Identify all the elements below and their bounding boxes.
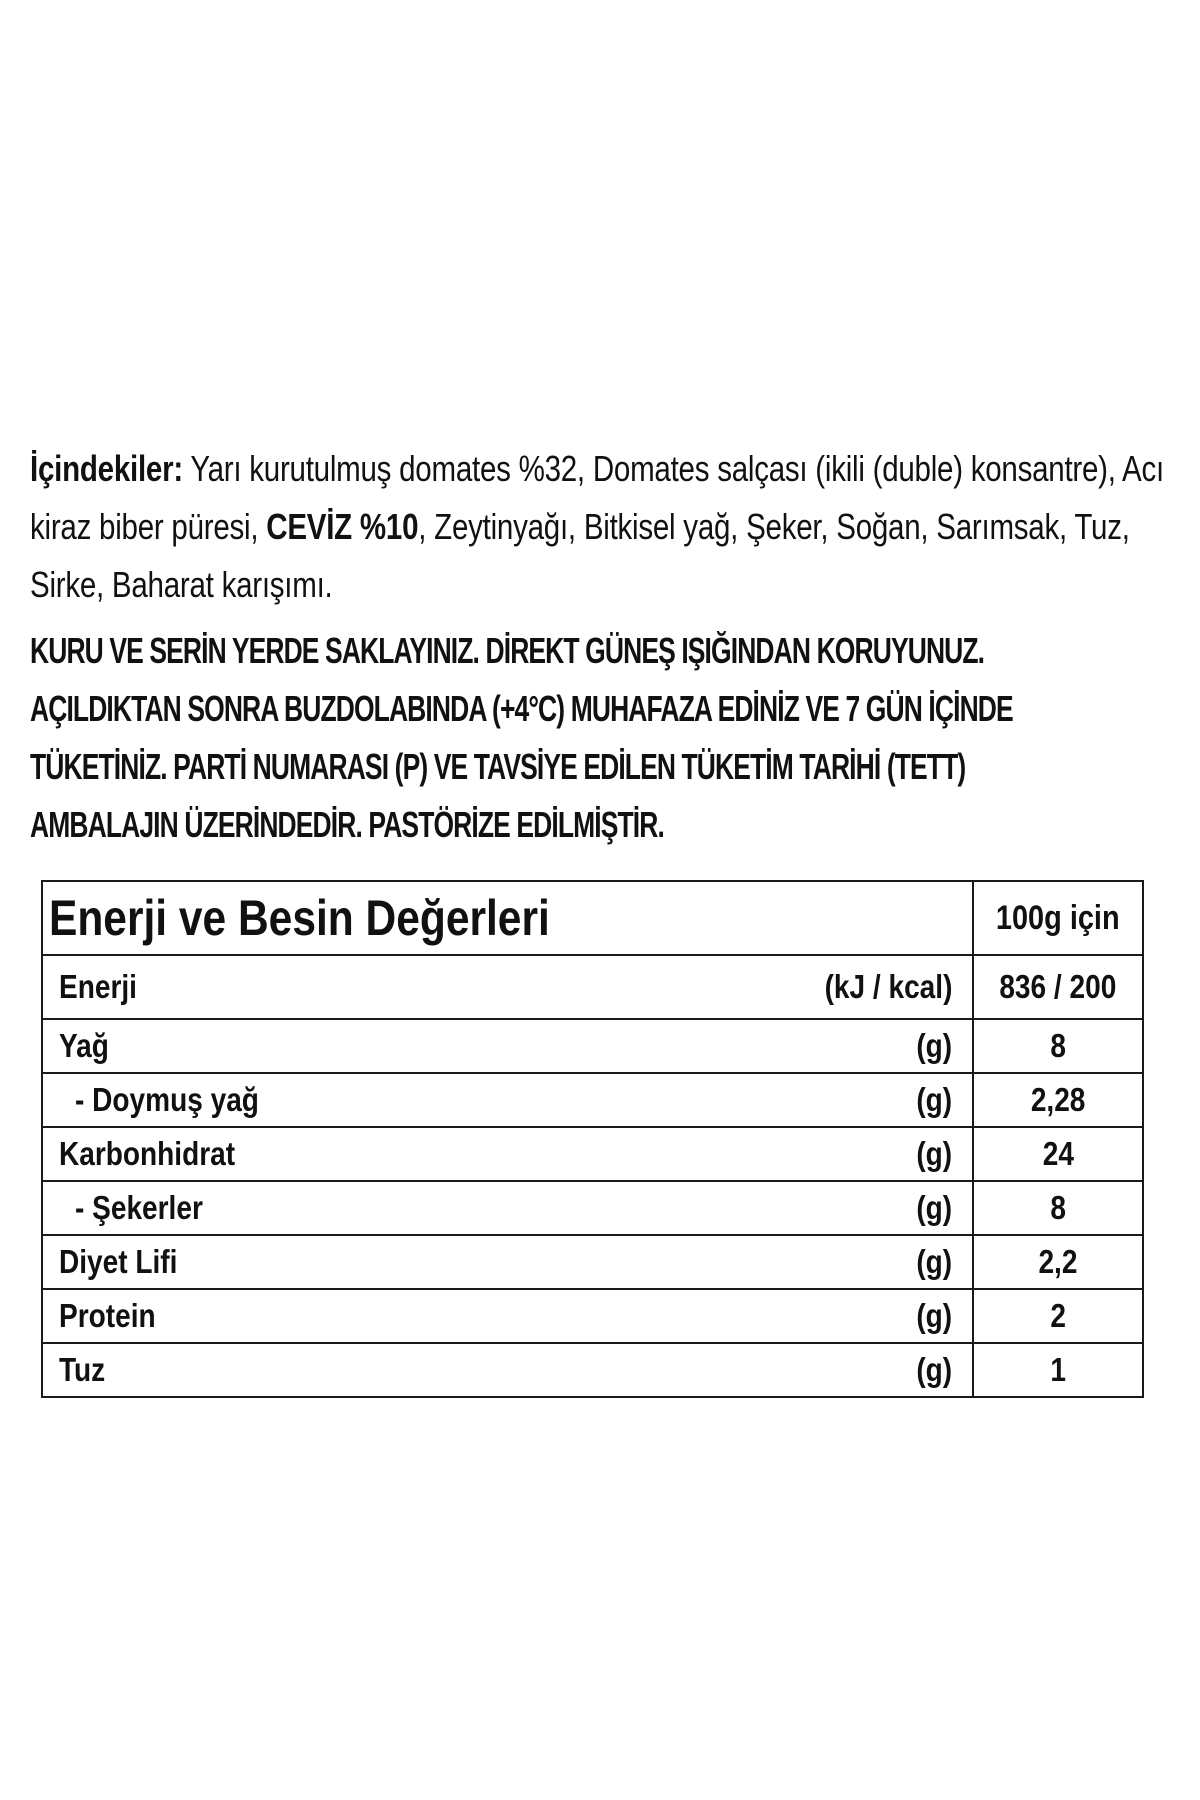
storage-line-4: AMBALAJIN ÜZERİNDEDİR. PASTÖRİZE EDİLMİŞTİR. — [30, 804, 664, 845]
row-name: Karbonhidrat — [59, 1135, 236, 1172]
row-value-cell — [974, 1074, 1142, 1126]
ingredients-text-rest: , Zeytinyağı, Bitkisel yağ, Şeker, Soğan, Sarımsak, Tuz, Sirke, Baharat karışımı. — [30, 506, 1130, 605]
nutrition-header-row — [43, 882, 1142, 954]
row-value: 8 — [1050, 1027, 1066, 1064]
row-value: 1 — [1050, 1351, 1066, 1388]
ingredients-label: İçindekiler: — [30, 448, 183, 489]
nutrition-per-label: 100g için — [996, 898, 1120, 937]
row-value: 2,28 — [1030, 1081, 1086, 1118]
nutrition-header-left — [43, 882, 974, 954]
table-row — [43, 1072, 1142, 1126]
row-label-cell — [43, 1290, 974, 1342]
row-name: Tuz — [59, 1351, 106, 1388]
row-value: 24 — [1042, 1135, 1074, 1172]
row-value: 2,2 — [1038, 1243, 1078, 1280]
row-unit: (g) — [916, 1351, 952, 1388]
table-row — [43, 954, 1142, 1018]
row-unit: (g) — [916, 1243, 952, 1280]
table-row — [43, 1234, 1142, 1288]
row-name: Protein — [59, 1297, 156, 1334]
row-unit: (g) — [916, 1189, 952, 1226]
table-row — [43, 1126, 1142, 1180]
row-value: 836 / 200 — [999, 968, 1117, 1005]
row-unit: (g) — [916, 1027, 952, 1064]
ingredients-text: Yarı kurutulmuş domates %32, Domates salçası (ikili (duble) konsantre), Acı kiraz biber püresi, — [30, 448, 1164, 547]
row-value: 2 — [1050, 1297, 1066, 1334]
nutrition-title: Enerji ve Besin Değerleri — [49, 890, 550, 946]
table-row — [43, 1180, 1142, 1234]
table-row — [43, 1342, 1142, 1396]
storage-line-2: AÇILDIKTAN SONRA BUZDOLABINDA (+4°C) MUHAFAZA EDİNİZ VE 7 GÜN İÇİNDE — [30, 688, 1013, 729]
storage-instructions — [30, 622, 1096, 854]
nutrition-header-right — [974, 882, 1142, 954]
storage-line-1: KURU VE SERİN YERDE SAKLAYINIZ. DİREKT GÜNEŞ IŞIĞINDAN KORUYUNUZ. — [30, 630, 985, 671]
row-label-cell — [43, 956, 974, 1018]
row-unit: (g) — [916, 1297, 952, 1334]
row-name: - Şekerler — [75, 1189, 203, 1226]
row-label-cell — [43, 1020, 974, 1072]
allergen-walnut: CEVİZ %10 — [266, 506, 419, 547]
row-unit: (g) — [916, 1135, 952, 1172]
ingredients-paragraph — [30, 440, 1170, 614]
row-label-cell — [43, 1128, 974, 1180]
row-value-cell — [974, 1128, 1142, 1180]
row-label-cell — [43, 1236, 974, 1288]
nutrition-table — [41, 880, 1144, 1398]
row-value-cell — [974, 1182, 1142, 1234]
row-value-cell — [974, 1344, 1142, 1396]
row-name: - Doymuş yağ — [75, 1081, 259, 1118]
row-label-cell — [43, 1344, 974, 1396]
row-label-cell — [43, 1182, 974, 1234]
row-value: 8 — [1050, 1189, 1066, 1226]
row-name: Enerji — [59, 968, 137, 1005]
row-value-cell — [974, 1020, 1142, 1072]
storage-line-3: TÜKETİNİZ. PARTİ NUMARASI (P) VE TAVSİYE EDİLEN TÜKETİM TARİHİ (TETT) — [30, 746, 966, 787]
row-name: Diyet Lifi — [59, 1243, 178, 1280]
row-unit: (kJ / kcal) — [824, 968, 952, 1005]
table-row — [43, 1288, 1142, 1342]
row-value-cell — [974, 1290, 1142, 1342]
row-name: Yağ — [59, 1027, 109, 1064]
row-label-cell — [43, 1074, 974, 1126]
row-value-cell — [974, 956, 1142, 1018]
row-value-cell — [974, 1236, 1142, 1288]
row-unit: (g) — [916, 1081, 952, 1118]
table-row — [43, 1018, 1142, 1072]
